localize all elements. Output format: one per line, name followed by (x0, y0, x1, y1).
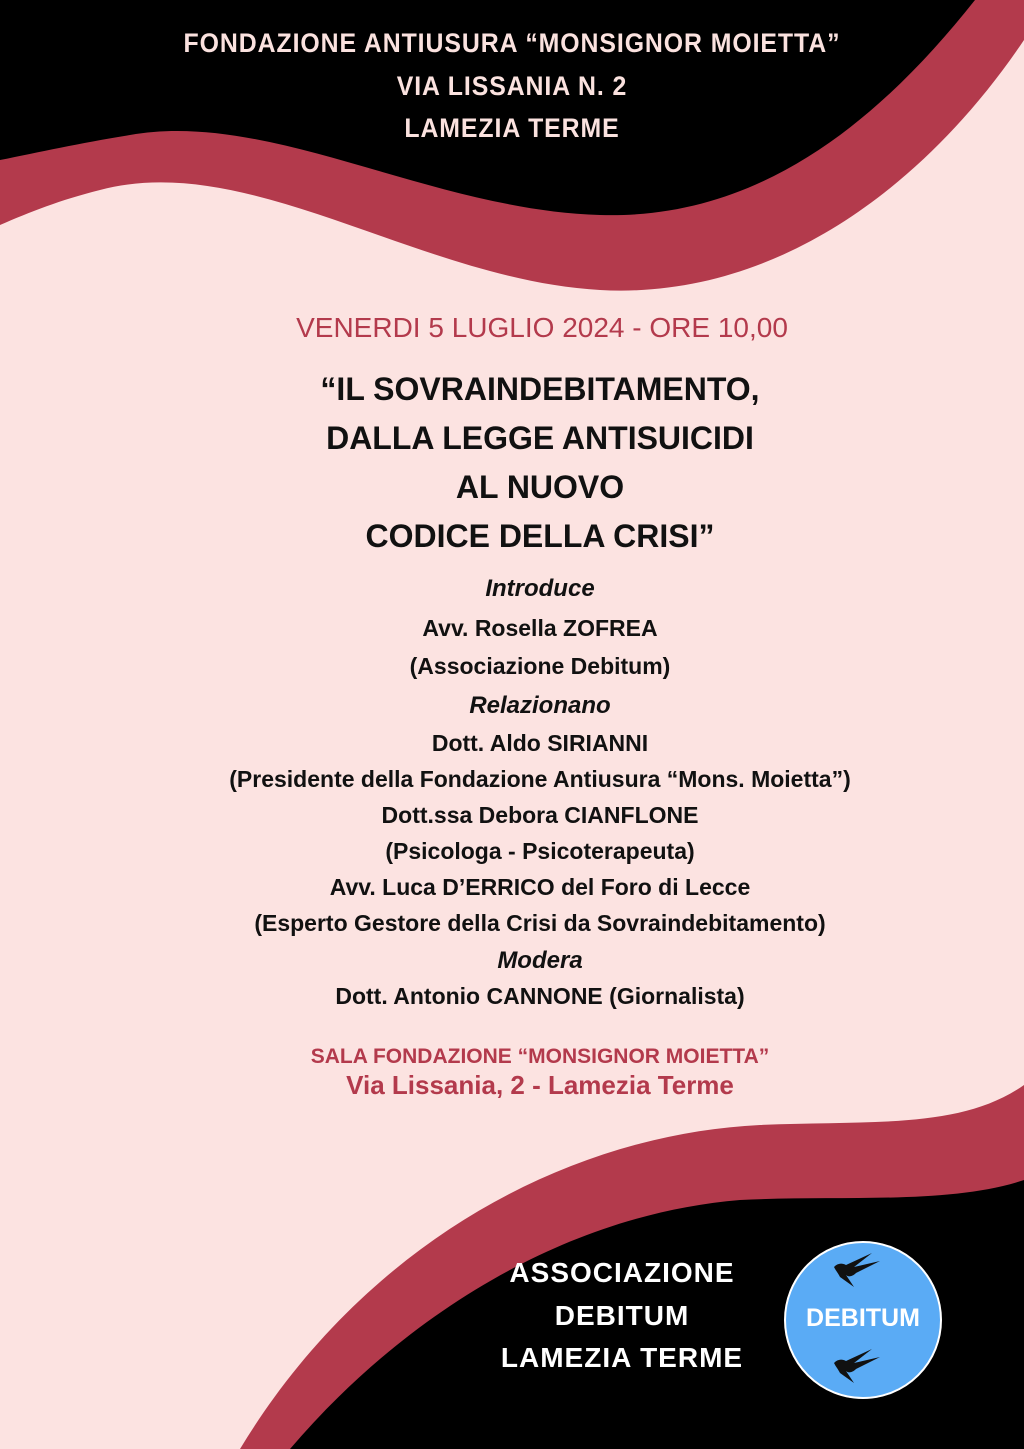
header-line-2: VIA LISSANIA N. 2 (396, 71, 628, 101)
logo-text: DEBITUM (806, 1304, 920, 1332)
introducer-role: (Associazione Debitum) (409, 653, 671, 679)
footer-line-1: ASSOCIAZIONE (509, 1257, 735, 1288)
introduce-label: Introduce (485, 575, 595, 602)
moderator-label: Modera (497, 947, 583, 974)
speaker-name: Dott.ssa Debora CIANFLONE (381, 802, 699, 828)
moderator-name: Dott. Antonio CANNONE (Giornalista) (335, 983, 745, 1009)
swallow-icon (832, 1347, 892, 1387)
debitum-logo (784, 1241, 942, 1399)
swallow-icon (832, 1251, 892, 1291)
speaker-role: (Psicologa - Psicoterapeuta) (385, 838, 695, 864)
venue-address: Via Lissania, 2 - Lamezia Terme (346, 1070, 734, 1100)
introducer-name: Avv. Rosella ZOFREA (422, 615, 658, 641)
header-line-3: LAMEZIA TERME (404, 113, 620, 143)
event-title-line-4: CODICE DELLA CRISI” (365, 518, 715, 554)
event-title-line-2: DALLA LEGGE ANTISUICIDI (326, 420, 754, 456)
speakers-label: Relazionano (469, 692, 611, 719)
header-line-1: FONDAZIONE ANTIUSURA “MONSIGNOR MOIETTA” (183, 28, 841, 58)
speaker-name: Dott. Aldo SIRIANNI (431, 730, 649, 756)
venue-name: SALA FONDAZIONE “MONSIGNOR MOIETTA” (310, 1045, 770, 1068)
speaker-name: Avv. Luca D’ERRICO del Foro di Lecce (329, 874, 751, 900)
speaker-role: (Presidente della Fondazione Antiusura “Mons. Moietta”) (229, 766, 851, 792)
footer-line-2: DEBITUM (554, 1300, 690, 1331)
event-date: VENERDI 5 LUGLIO 2024 - ORE 10,00 (296, 312, 788, 343)
speaker-role: (Esperto Gestore della Crisi da Sovraindebitamento) (254, 910, 826, 936)
event-title-line-1: “IL SOVRAINDEBITAMENTO, (320, 371, 760, 407)
event-title-line-3: AL NUOVO (455, 469, 625, 505)
footer-line-3: LAMEZIA TERME (500, 1342, 744, 1373)
